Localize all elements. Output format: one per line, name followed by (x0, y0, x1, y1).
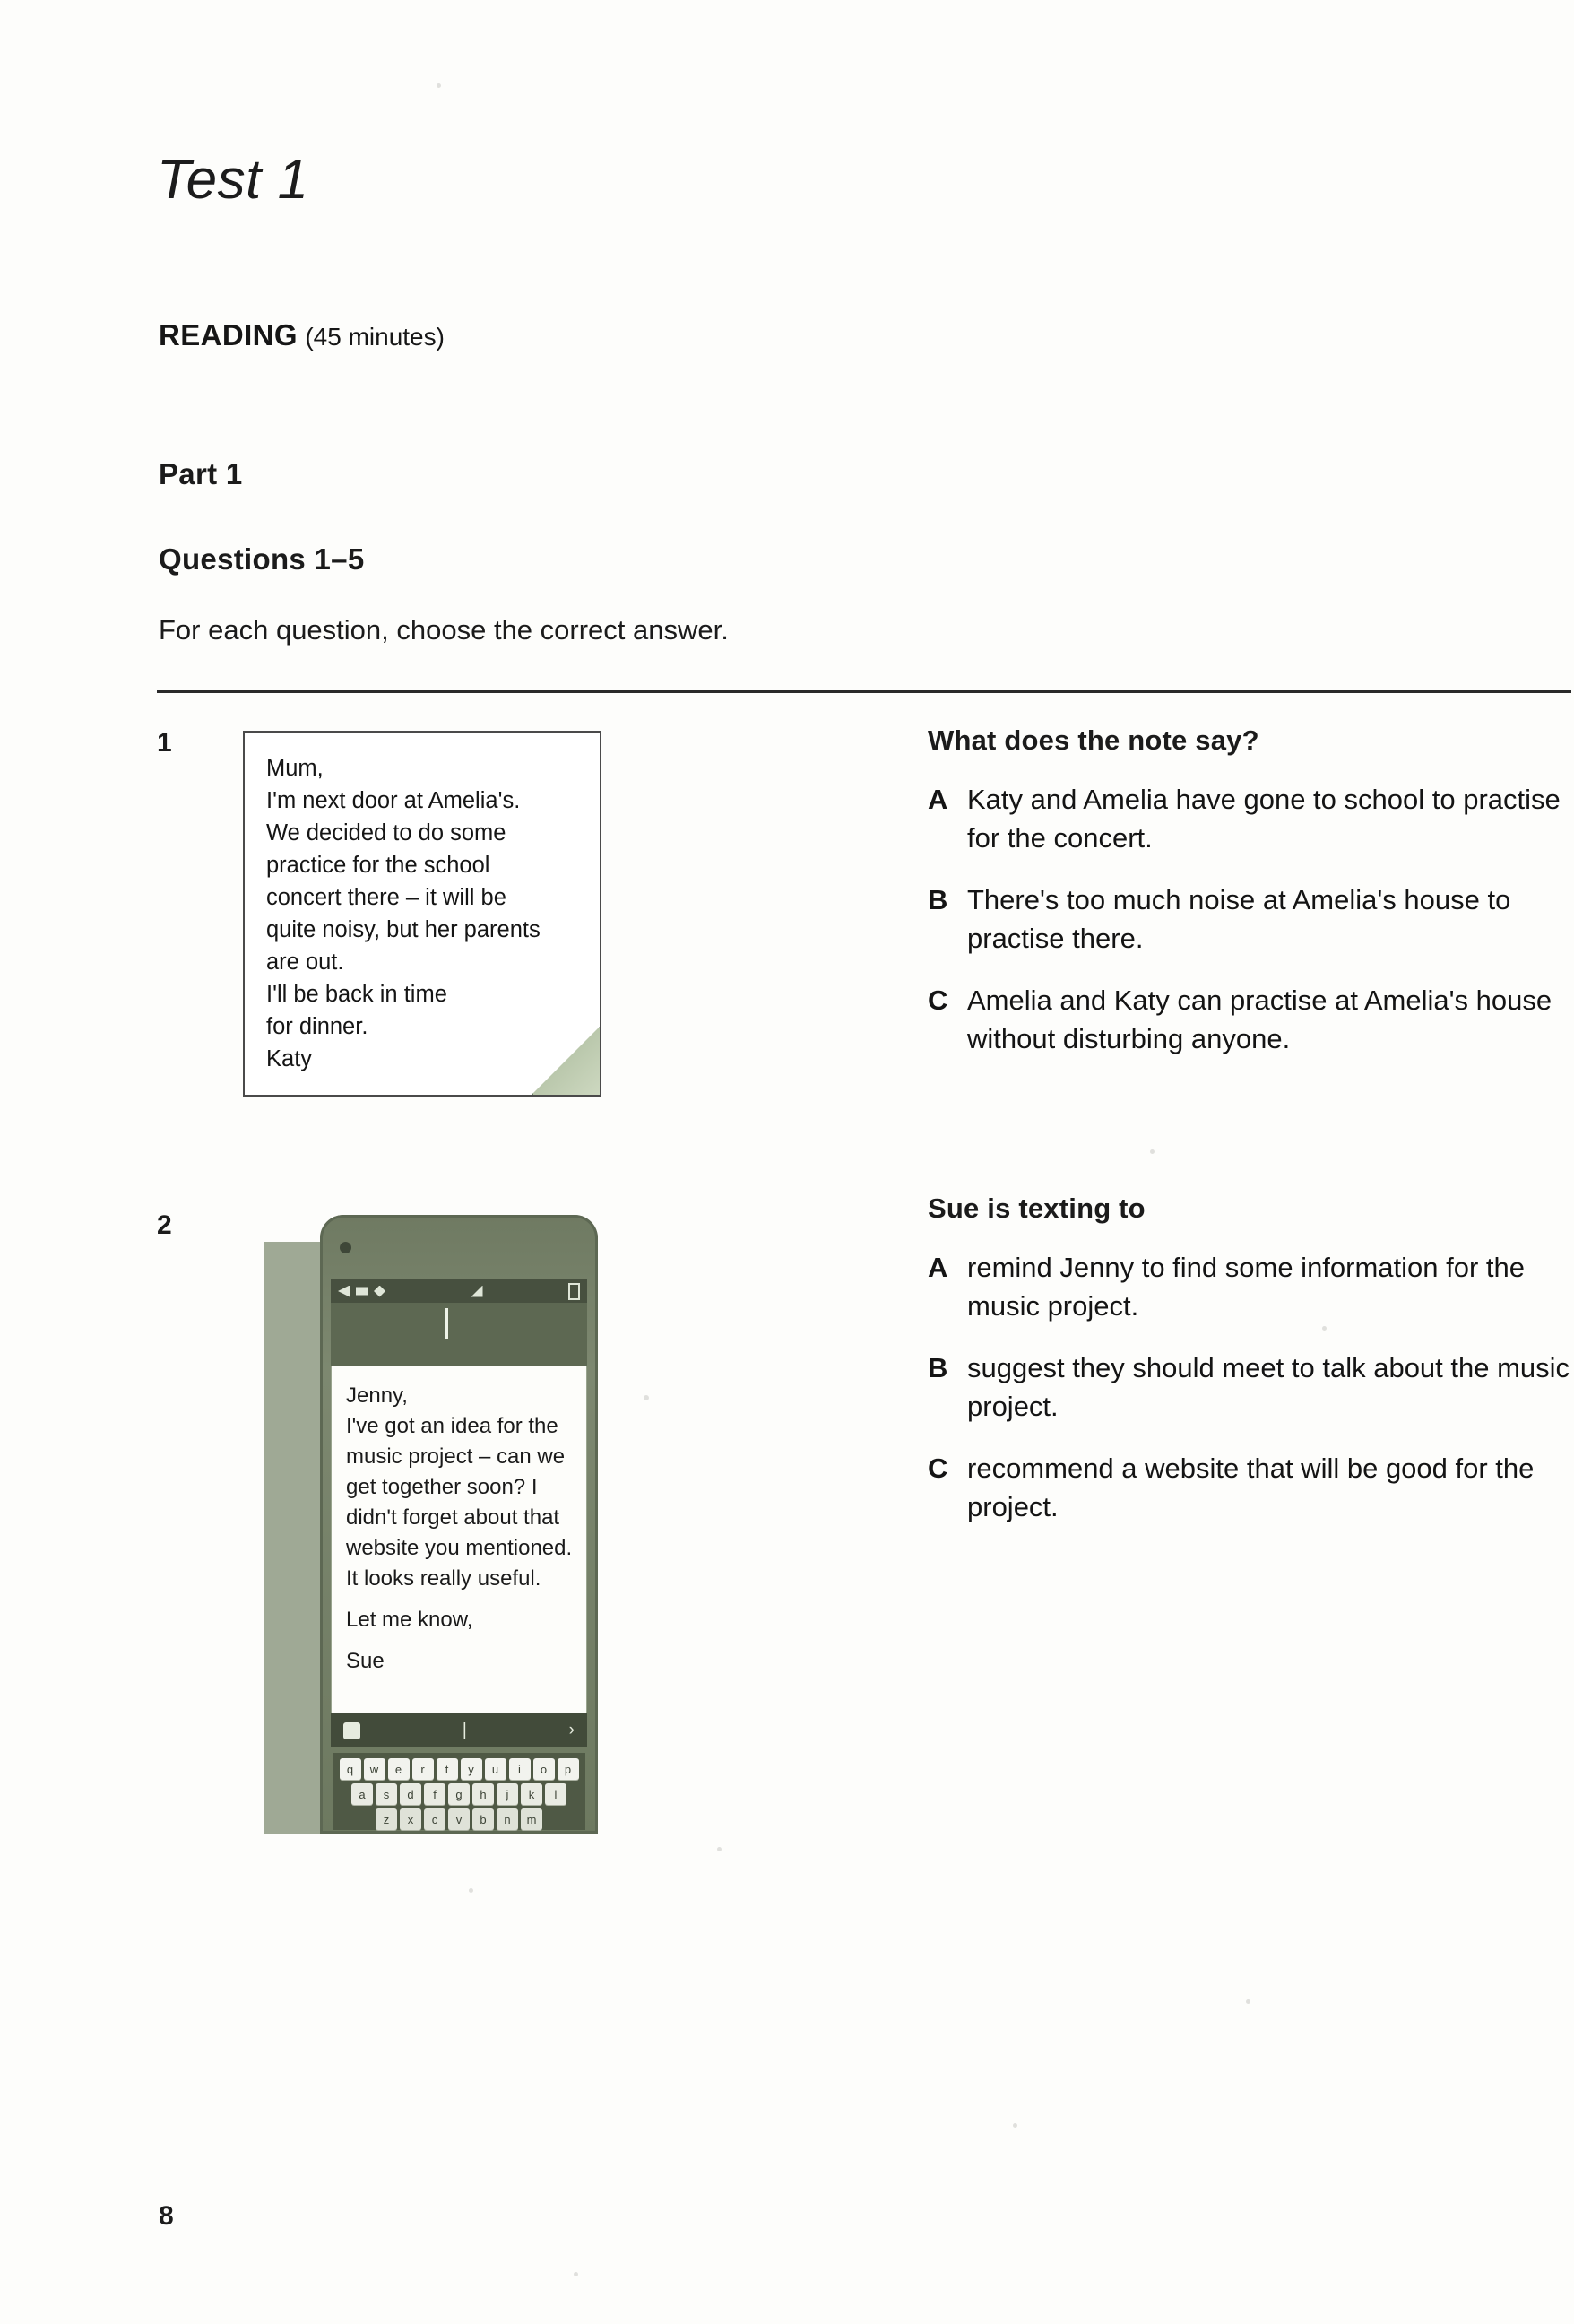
option-a-q2[interactable] (928, 1248, 1573, 1325)
message-line: It looks really useful. (346, 1566, 541, 1591)
key[interactable]: o (533, 1758, 555, 1780)
message-line: get together soon? I (346, 1475, 538, 1499)
note-line: I'll be back in time (266, 982, 447, 1007)
option-text: There's too much noise at Amelia's house to practise there. (967, 884, 1511, 954)
option-letter: A (928, 1252, 948, 1283)
option-text: recommend a website that will be good for the project. (967, 1452, 1535, 1522)
note-line: quite noisy, but her parents (266, 917, 541, 942)
phone-bottom-bar[interactable] (331, 1713, 587, 1747)
key[interactable]: u (485, 1758, 506, 1780)
note-line: We decided to do some (266, 820, 506, 845)
text-message-body (331, 1366, 587, 1713)
keyboard-row-3 (336, 1808, 582, 1830)
phone-compose-header (331, 1303, 587, 1366)
key[interactable]: a (351, 1783, 373, 1805)
options-q1 (928, 724, 1573, 1081)
part-heading: Part 1 (159, 457, 243, 490)
question-number-2: 2 (157, 1210, 172, 1240)
key[interactable]: r (412, 1758, 434, 1780)
note-line: are out. (266, 950, 344, 975)
message-gap (346, 1594, 574, 1605)
question-stem-2: Sue is texting to (928, 1192, 1146, 1224)
instruction-text: For each question, choose the correct answer. (159, 614, 729, 646)
text-cursor (445, 1308, 448, 1339)
note-line: Mum, (266, 756, 324, 781)
message-gap (346, 1635, 574, 1646)
message-line: Jenny, (346, 1383, 408, 1408)
option-c-q2[interactable] (928, 1449, 1573, 1526)
note-line: I'm next door at Amelia's. (266, 788, 521, 813)
battery-icon (568, 1283, 580, 1300)
key[interactable]: m (521, 1808, 542, 1830)
message-line: Sue (346, 1649, 385, 1673)
option-text: remind Jenny to find some information for the music project. (967, 1252, 1526, 1322)
key[interactable]: n (497, 1808, 518, 1830)
keyboard-row-2 (336, 1783, 582, 1805)
key[interactable]: g (448, 1783, 470, 1805)
option-text: suggest they should meet to talk about the music project. (967, 1352, 1570, 1422)
horizontal-divider (157, 690, 1571, 693)
key[interactable]: p (558, 1758, 579, 1780)
home-icon[interactable] (343, 1722, 360, 1739)
option-text: Amelia and Katy can practise at Amelia's house without disturbing anyone. (967, 984, 1552, 1054)
message-line: music project – can we (346, 1444, 566, 1469)
option-letter: C (928, 1452, 948, 1484)
note-line: practice for the school (266, 853, 490, 878)
key[interactable]: c (424, 1808, 445, 1830)
key[interactable]: t (437, 1758, 458, 1780)
note-line: for dinner. (266, 1014, 368, 1039)
page-title: Test 1 (157, 149, 309, 211)
key[interactable]: y (461, 1758, 482, 1780)
key[interactable]: i (509, 1758, 531, 1780)
option-text: Katy and Amelia have gone to school to practise for the concert. (967, 784, 1561, 854)
key[interactable]: q (340, 1758, 361, 1780)
key[interactable]: w (364, 1758, 385, 1780)
key[interactable]: z (376, 1808, 397, 1830)
message-line: Let me know, (346, 1608, 473, 1632)
signal-icon (338, 1286, 350, 1297)
section-name: READING (159, 318, 298, 351)
question-number-1: 1 (157, 728, 172, 758)
message-line: website you mentioned. (346, 1536, 573, 1560)
next-icon[interactable]: › (568, 1721, 575, 1739)
key[interactable]: e (388, 1758, 410, 1780)
option-letter: A (928, 784, 948, 815)
key[interactable]: s (376, 1783, 397, 1805)
section-heading (159, 318, 445, 352)
option-letter: C (928, 984, 948, 1016)
phone-body (320, 1215, 598, 1834)
phone-status-bar (331, 1279, 587, 1303)
key[interactable]: j (497, 1783, 518, 1805)
key[interactable]: f (424, 1783, 445, 1805)
bottom-bar-center: | (462, 1721, 467, 1739)
option-letter: B (928, 884, 948, 915)
option-c-q1[interactable] (928, 981, 1573, 1058)
key[interactable]: x (400, 1808, 421, 1830)
section-duration: (45 minutes) (305, 323, 445, 351)
option-letter: B (928, 1352, 948, 1383)
mail-icon (356, 1286, 368, 1297)
wifi-icon (471, 1286, 483, 1297)
page-number: 8 (159, 2201, 174, 2231)
option-b-q1[interactable] (928, 880, 1573, 958)
key[interactable]: d (400, 1783, 421, 1805)
key[interactable]: v (448, 1808, 470, 1830)
note-image-q1 (243, 731, 601, 1097)
option-b-q2[interactable] (928, 1348, 1573, 1426)
options-q2 (928, 1192, 1573, 1549)
key[interactable]: b (472, 1808, 494, 1830)
key[interactable]: h (472, 1783, 494, 1805)
key[interactable]: l (545, 1783, 566, 1805)
questions-heading: Questions 1–5 (159, 542, 365, 576)
question-stem-1: What does the note say? (928, 724, 1259, 756)
keyboard-row-1 (336, 1758, 582, 1780)
on-screen-keyboard[interactable] (333, 1753, 585, 1830)
note-line: concert there – it will be (266, 885, 506, 910)
option-a-q1[interactable] (928, 780, 1573, 857)
message-line: didn't forget about that (346, 1505, 560, 1530)
note-line: Katy (266, 1046, 313, 1071)
bluetooth-icon (374, 1286, 385, 1297)
key[interactable]: k (521, 1783, 542, 1805)
message-line: I've got an idea for the (346, 1414, 558, 1438)
camera-icon (340, 1242, 351, 1253)
phone-image-q2 (264, 1215, 605, 1834)
